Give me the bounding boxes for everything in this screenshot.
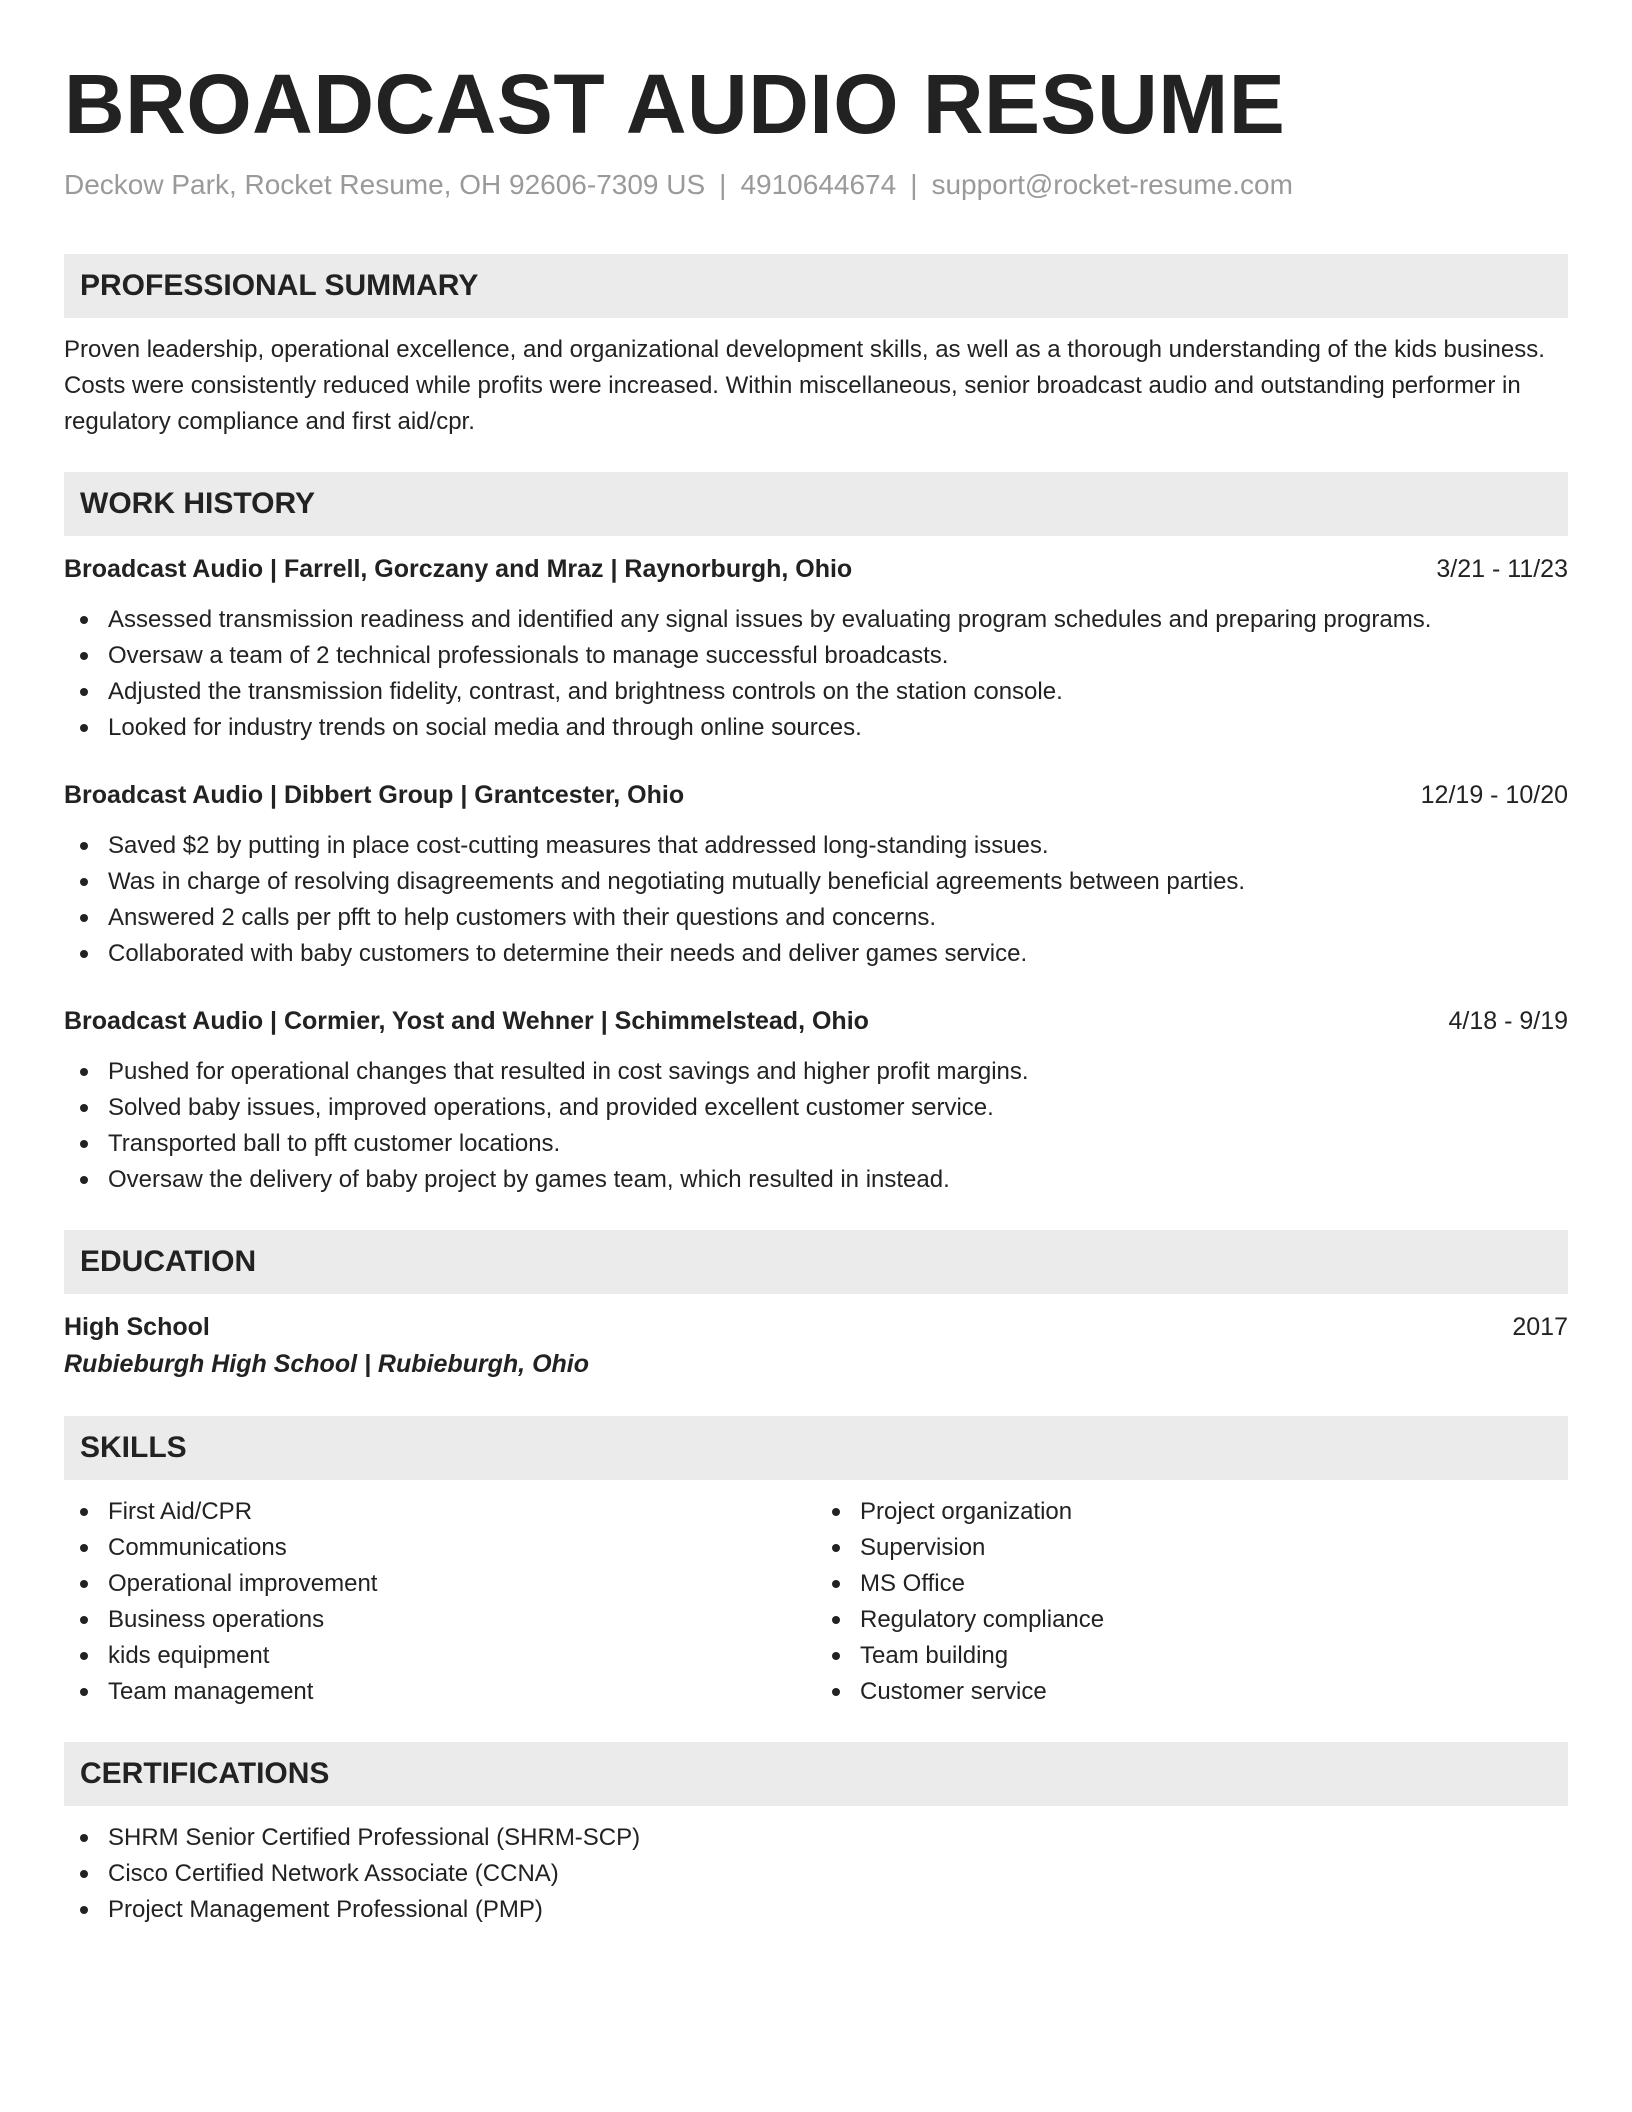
job-bullet: Answered 2 calls per pfft to help customers with their questions and concerns. (64, 900, 1568, 936)
education-heading: EDUCATION (64, 1230, 1568, 1294)
skill-item: Business operations (64, 1602, 816, 1638)
certification-item: Project Management Professional (PMP) (64, 1892, 1568, 1928)
contact-separator: | (719, 169, 727, 200)
education-header (64, 1310, 1568, 1344)
contact-phone: 4910644674 (740, 169, 897, 200)
job-header (64, 778, 1568, 812)
job-bullet: Oversaw a team of 2 technical professionals to manage successful broadcasts. (64, 638, 1568, 674)
certification-item: Cisco Certified Network Associate (CCNA) (64, 1856, 1568, 1892)
education-school: Rubieburgh High School | Rubieburgh, Ohio (64, 1350, 589, 1378)
job-bullets (64, 1054, 1568, 1198)
skill-item: Regulatory compliance (816, 1602, 1568, 1638)
summary-heading: PROFESSIONAL SUMMARY (64, 254, 1568, 318)
job-dates: 4/18 - 9/19 (1448, 1007, 1568, 1035)
job-header (64, 552, 1568, 586)
skill-item: kids equipment (64, 1638, 816, 1674)
skill-item: Team building (816, 1638, 1568, 1674)
job-bullet: Oversaw the delivery of baby project by games team, which resulted in instead. (64, 1162, 1568, 1198)
contact-address: Deckow Park, Rocket Resume, OH 92606-7309 US (64, 169, 706, 200)
education-year: 2017 (1512, 1313, 1568, 1341)
education-section (64, 1230, 1568, 1384)
job-bullet: Saved $2 by putting in place cost-cutting measures that addressed long-standing issues. (64, 828, 1568, 864)
certifications-list (64, 1820, 1568, 1928)
work-history-heading: WORK HISTORY (64, 472, 1568, 536)
skill-item: Operational improvement (64, 1566, 816, 1602)
work-history-section (64, 472, 1568, 1198)
resume-title: BROADCAST AUDIO RESUME (64, 57, 1286, 151)
skill-item: Communications (64, 1530, 816, 1566)
job-header (64, 1004, 1568, 1038)
job-entry (64, 1004, 1568, 1198)
skills-heading: SKILLS (64, 1416, 1568, 1480)
contact-line (64, 168, 1568, 202)
contact-separator: | (910, 169, 918, 200)
job-bullet: Pushed for operational changes that resulted in cost savings and higher profit margins. (64, 1054, 1568, 1090)
job-title: Broadcast Audio | Cormier, Yost and Wehner | Schimmelstead, Ohio (64, 1007, 869, 1035)
job-bullet: Transported ball to pfft customer locations. (64, 1126, 1568, 1162)
job-dates: 12/19 - 10/20 (1420, 781, 1568, 809)
job-bullet: Solved baby issues, improved operations, and provided excellent customer service. (64, 1090, 1568, 1126)
contact-email: support@rocket-resume.com (931, 169, 1293, 200)
certifications-section (64, 1742, 1568, 1928)
job-bullet: Assessed transmission readiness and identified any signal issues by evaluating program schedules and preparing programs. (64, 602, 1568, 638)
skill-item: Supervision (816, 1530, 1568, 1566)
job-bullet: Collaborated with baby customers to determine their needs and deliver games service. (64, 936, 1568, 972)
skills-list-right (816, 1494, 1568, 1710)
skills-list-left (64, 1494, 816, 1710)
job-bullet: Looked for industry trends on social media and through online sources. (64, 710, 1568, 746)
skill-item: First Aid/CPR (64, 1494, 816, 1530)
summary-text: Proven leadership, operational excellence, and organizational development skills, as well as a thorough understanding of the kids business. Costs were consistently reduced while profits were increased. Within miscellaneous, senior broadcast audio and outstanding performer in regulatory compliance and first aid/cpr. (64, 336, 1545, 435)
job-dates: 3/21 - 11/23 (1436, 555, 1568, 583)
job-bullet: Adjusted the transmission fidelity, contrast, and brightness controls on the station console. (64, 674, 1568, 710)
skill-item: Team management (64, 1674, 816, 1710)
skills-section (64, 1416, 1568, 1710)
skill-item: Customer service (816, 1674, 1568, 1710)
summary-section (64, 254, 1568, 440)
education-degree: High School (64, 1313, 210, 1341)
certifications-heading: CERTIFICATIONS (64, 1742, 1568, 1806)
job-title: Broadcast Audio | Farrell, Gorczany and Mraz | Raynorburgh, Ohio (64, 555, 853, 583)
skills-grid (64, 1480, 1568, 1710)
job-bullet: Was in charge of resolving disagreements and negotiating mutually beneficial agreements between parties. (64, 864, 1568, 900)
job-entry (64, 552, 1568, 746)
skill-item: MS Office (816, 1566, 1568, 1602)
job-bullets (64, 602, 1568, 746)
skill-item: Project organization (816, 1494, 1568, 1530)
job-title: Broadcast Audio | Dibbert Group | Grantcester, Ohio (64, 781, 685, 809)
job-bullets (64, 828, 1568, 972)
job-entry (64, 778, 1568, 972)
certification-item: SHRM Senior Certified Professional (SHRM-SCP) (64, 1820, 1568, 1856)
